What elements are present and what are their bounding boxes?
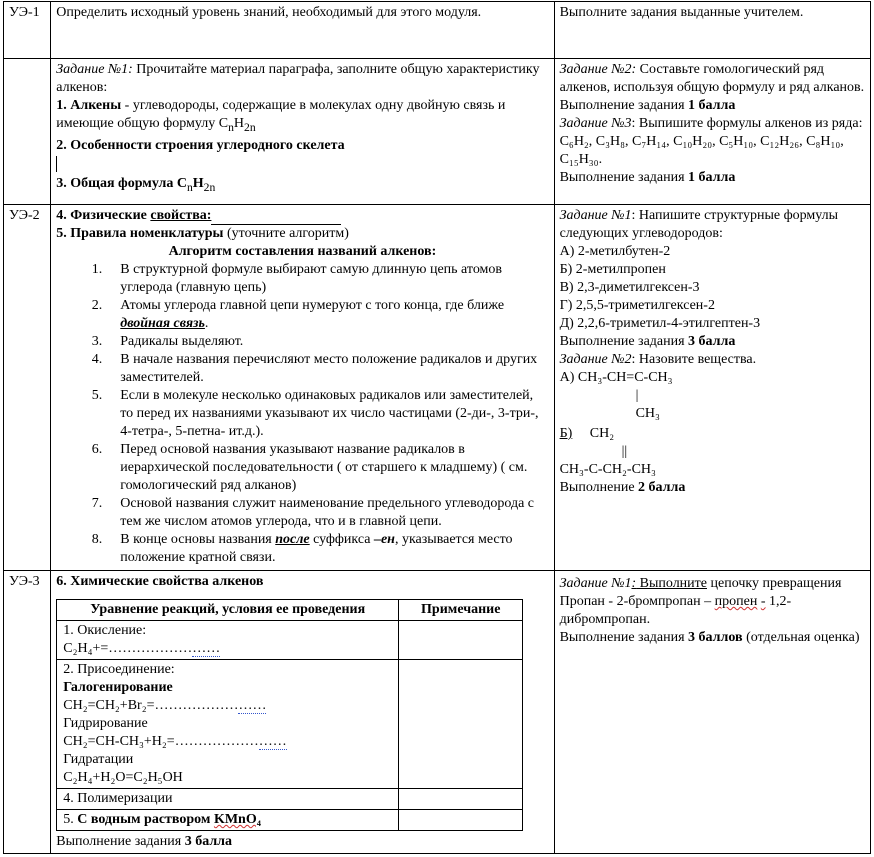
module-table	[3, 1, 871, 854]
score-text: (отдельная оценка)	[742, 630, 860, 645]
task-label: Задание №1	[559, 208, 632, 223]
step-number: 5.	[91, 388, 103, 403]
task-text: : Напишите структурные формулы следующих углеводородов:	[559, 208, 839, 241]
item-heading: 5. Правила номенклатуры	[56, 226, 224, 241]
list-item: Г) 2,5,5-триметилгексен-2	[559, 298, 715, 313]
structure-chain: А) CH₃-CH=C-CH₃	[559, 370, 673, 385]
reaction-title: 4. Полимеризации	[57, 789, 399, 810]
reaction-subtitle: Гидрирование	[63, 716, 148, 731]
algorithm-title: Алгоритм составления названий алкенов:	[168, 244, 437, 259]
structure-chain: CH₃-C-CH₂-CH₃	[559, 462, 656, 477]
step-number: 8.	[91, 532, 103, 547]
task-text: цепочку превращения	[707, 576, 842, 591]
table-row	[57, 660, 523, 789]
reaction-cell	[57, 660, 399, 789]
tasks-cell	[554, 59, 870, 205]
score-text: Выполнение задания	[559, 98, 689, 113]
list-item	[56, 333, 548, 351]
item-text: - углеводороды, содержащие в молекулах одну двойную связь и имеющие общую формулу C	[56, 98, 506, 131]
item-heading-underlined: свойства:	[150, 208, 212, 223]
step-text: , указывается место положение кратной связи.	[120, 532, 513, 565]
ue-cell: УЭ-1	[4, 2, 51, 59]
formula-part: H	[192, 175, 204, 191]
list-item	[56, 495, 548, 531]
step-text: Основой названия служит наименование предельного углеводорода с тем же числом атомов углерода, что и в главной цепи.	[120, 496, 535, 529]
task-text: : Назовите вещества.	[631, 352, 757, 367]
structure-group: CH₃	[635, 406, 660, 421]
task-label: Задание №1	[559, 576, 632, 591]
step-number: 4.	[91, 352, 103, 367]
score-text: Выполнение задания	[56, 834, 185, 849]
table-row	[57, 621, 523, 660]
instruction-text: Выполните задания выданные учителем.	[559, 5, 804, 20]
table-row	[4, 59, 871, 205]
score-value: 3 балла	[688, 334, 736, 349]
reaction-equation: C₂H₄+H₂O=C₂H₅OH	[63, 770, 183, 785]
ue-cell-empty	[4, 59, 51, 205]
item-heading: 1. Алкены	[56, 98, 122, 113]
item-heading: 4. Физические	[56, 208, 151, 223]
nomenclature-cell	[51, 205, 554, 571]
reaction-subtitle: Галогенирование	[63, 680, 173, 695]
structure-group: CH₂	[589, 426, 615, 441]
step-text: суффикса	[309, 532, 374, 547]
step-text: Радикалы выделяют.	[120, 334, 244, 349]
chain-text: Пропан - 2-бромпропан –	[559, 594, 715, 609]
task-text: Прочитайте материал параграфа, заполните общую характеристику алкенов:	[56, 62, 540, 95]
structure-a	[560, 369, 865, 423]
ue-cell: УЭ-2	[4, 205, 51, 571]
reaction-cell	[57, 810, 399, 831]
chain-text: -	[760, 594, 766, 609]
task-text: Выполните	[636, 576, 707, 591]
structure-b	[560, 425, 865, 479]
list-item: В) 2,3-диметилгексен-3	[559, 280, 700, 295]
step-number: 2.	[91, 298, 103, 313]
step-text: В структурной формуле выбирают самую длинную цепь атомов углерода (главную цепь)	[120, 262, 503, 295]
list-item	[56, 351, 548, 387]
score-text: Выполнение	[559, 480, 639, 495]
reaction-formula: KMnO₄	[213, 812, 261, 827]
score-value: 1 балла	[688, 98, 736, 113]
chain-text: пропен	[714, 594, 758, 609]
column-header: Уравнение реакций, условия ее проведения	[57, 600, 399, 621]
reaction-equation: CH₂=CH₂+Br₂=………………	[63, 698, 239, 713]
alkene-characteristics-cell	[51, 59, 554, 205]
table-row	[4, 2, 871, 59]
item-heading: . Общая формула C	[63, 175, 187, 191]
step-text: В конце основы названия	[120, 532, 276, 547]
tasks-cell	[554, 205, 870, 571]
step-emphasis: двойная связь	[120, 316, 205, 331]
tasks-cell	[554, 571, 870, 854]
reaction-title: 5.	[63, 812, 78, 827]
task-label: Задание №3	[559, 116, 632, 131]
note-cell[interactable]	[399, 660, 523, 789]
formula-part: H	[233, 116, 245, 131]
structure-bond: ||	[621, 444, 628, 459]
score-value: 3 балла	[184, 834, 233, 849]
subscript: n	[228, 120, 234, 134]
reactions-table	[56, 599, 523, 831]
score-text: Выполнение задания	[559, 334, 689, 349]
reaction-blank: ……	[258, 734, 287, 749]
subscript: 2n	[203, 180, 216, 194]
chemical-properties-cell	[51, 571, 554, 854]
item-heading: 2. Особенности строения углеродного скелета	[56, 137, 345, 153]
list-item: А) 2-метилбутен-2	[559, 244, 671, 259]
reaction-equation: CH₂=CH-CH₃+H₂=………………	[63, 734, 259, 749]
goal-cell: Определить исходный уровень знаний, необходимый для этого модуля.	[51, 2, 554, 59]
reaction-title: С водным раствором	[77, 812, 214, 827]
step-emphasis: после	[275, 532, 310, 547]
reaction-title: 2. Присоединение:	[63, 662, 175, 677]
list-item	[56, 261, 548, 297]
blank-line	[211, 210, 341, 225]
step-number: 1.	[91, 262, 103, 277]
score-value: 1 балла	[688, 170, 736, 185]
task-label: :	[631, 576, 637, 591]
list-item	[56, 387, 548, 441]
reaction-blank: ……	[238, 698, 267, 713]
task-text: Составьте гомологический ряд алкенов, используя общую формулу и ряд алканов.	[559, 62, 865, 95]
list-item	[56, 531, 548, 567]
table-row	[4, 571, 871, 854]
step-text: Атомы углерода главной цепи нумеруют с того конца, где ближе	[120, 298, 505, 313]
chain-text: 1,2-дибромпропан.	[559, 594, 792, 627]
item-text: (уточните алгоритм)	[223, 226, 349, 241]
structure-label: Б)	[559, 426, 573, 441]
note-cell[interactable]	[399, 789, 523, 810]
table-row	[57, 810, 523, 831]
score-text: Выполнение задания	[559, 630, 689, 645]
instruction-cell	[554, 2, 870, 59]
score-value: 2 балла	[638, 480, 686, 495]
list-item	[56, 441, 548, 495]
reaction-equation: C₂H₄+=………………	[63, 641, 193, 656]
task-label: Задание №1:	[56, 62, 133, 77]
structure-bond: |	[635, 388, 639, 403]
subscript: 2n	[244, 120, 256, 134]
subscript: n	[186, 180, 193, 194]
score-value: 3 баллов	[688, 630, 743, 645]
reaction-subtitle: Гидратации	[63, 752, 134, 767]
table-row	[57, 789, 523, 810]
table-row	[57, 600, 523, 621]
step-text: Перед основой названия указывают название радикалов в иерархической последовательности ( от старшего к младшему) ( см. гомологический ряд алканов)	[120, 442, 528, 493]
step-text: .	[204, 316, 209, 331]
score-text: Выполнение задания	[559, 170, 689, 185]
table-row	[4, 205, 871, 571]
list-item: Б) 2-метилпропен	[559, 262, 666, 277]
note-cell[interactable]	[399, 621, 523, 660]
text-cursor	[56, 156, 57, 172]
item-heading: 6. Химические свойства алкенов	[56, 574, 264, 589]
step-emphasis: –ен	[373, 532, 395, 547]
step-number: 7.	[91, 496, 103, 511]
task-label: Задание №2:	[559, 62, 637, 77]
task-text: : Выпишите формулы алкенов из ряда: C₆H₂, C₃H₈, C₇H₁₄, C₁₀H₂₀, C₅H₁₀, C₁₂H₂₆, C₈H₁₀, C₁₅H₃₀.	[559, 116, 863, 167]
ue-cell: УЭ-3	[4, 571, 51, 854]
reaction-cell	[57, 621, 399, 660]
column-header: Примечание	[399, 600, 523, 621]
list-item: Д) 2,2,6-триметил-4-этилгептен-3	[559, 316, 761, 331]
step-text: Если в молекуле несколько одинаковых радикалов или заместителей, то перед их названиями указывают их число частицами (2-ди-, 3-три-, 4-тетра-, 5-петна- ит.д.).	[120, 388, 539, 439]
step-number: 6.	[91, 442, 103, 457]
reaction-title: 1. Окисление:	[63, 623, 147, 638]
item-heading: 3	[56, 175, 64, 191]
step-text: В начале названия перечисляют место положение радикалов и других заместителей.	[120, 352, 538, 385]
step-number: 3.	[91, 334, 103, 349]
task-label: Задание №2	[559, 352, 632, 367]
reaction-blank: ……	[192, 641, 221, 656]
list-item	[56, 297, 548, 333]
note-cell[interactable]	[399, 810, 523, 831]
